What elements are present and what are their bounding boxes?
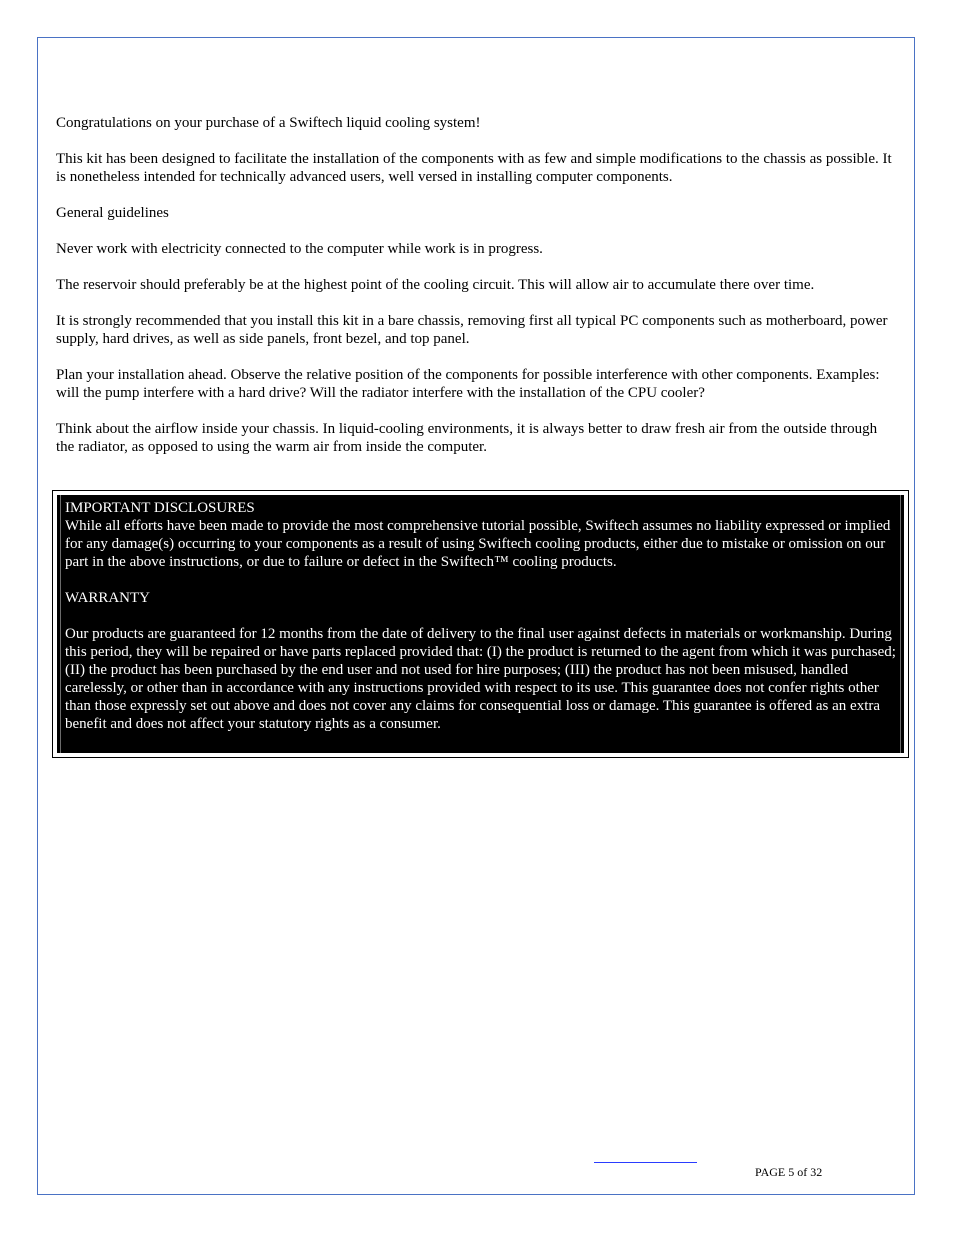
- warranty-text: Our products are guaranteed for 12 months from the date of delivery to the final user against defects in materials or workmanship. During this period, they will be repaired or have parts replaced provided that: (I) the product is returned to the agent from which it was purchased; (II) the product has been purchased by the end user and not used for hire purposes; (III) the product has not been misused, handled carelessly, or other than in accordance with any instructions provided with respect to its use. This guarantee does not confer rights other than those expressly set out above and does not cover any claims for consequential loss or damage. This guarantee is offered as an extra benefit and does not affect your statutory rights as a consumer.: [65, 626, 896, 732]
- guideline-plan-installation: Plan your installation ahead. Observe the relative position of the components for possible interference with other components. Examples: will the pump interfere with a hard drive? Will the radiator interfere with the installation of the CPU cooler?: [56, 367, 880, 401]
- disclosure-box: [52, 490, 909, 758]
- disclosure-panel: [57, 495, 904, 753]
- warranty-heading: WARRANTY: [65, 590, 150, 606]
- footer-link-underline[interactable]: [594, 1162, 697, 1163]
- congratulations-text: Congratulations on your purchase of a Swiftech liquid cooling system!: [56, 115, 481, 131]
- document-body: [56, 114, 896, 474]
- guidelines-heading: General guidelines: [56, 205, 169, 221]
- disclosure-left-rule: [60, 495, 61, 753]
- guideline-electricity: Never work with electricity connected to the computer while work is in progress.: [56, 241, 543, 257]
- disclosure-right-rule: [900, 495, 901, 753]
- disclosures-heading: IMPORTANT DISCLOSURES: [65, 500, 255, 516]
- liability-text: While all efforts have been made to provide the most comprehensive tutorial possible, Swiftech assumes no liability expressed or implied for any damage(s) occurring to your components as a result of using Swiftech cooling products, either due to mistake or omission on our part in the above instructions, or due to failure or defect in the Swiftech™ cooling products.: [65, 518, 891, 570]
- guideline-bare-chassis: It is strongly recommended that you install this kit in a bare chassis, removing first all typical PC components such as motherboard, power supply, hard drives, as well as side panels, front bezel, and top panel.: [56, 313, 888, 347]
- guideline-airflow: Think about the airflow inside your chassis. In liquid-cooling environments, it is always better to draw fresh air from the outside through the radiator, as opposed to using the warm air from inside the computer.: [56, 421, 878, 455]
- kit-description-text: This kit has been designed to facilitate the installation of the components with as few and simple modifications to the chassis as possible. It is nonetheless intended for technically advanced users, well versed in installing computer components.: [56, 151, 892, 185]
- guideline-reservoir: The reservoir should preferably be at the highest point of the cooling circuit. This will allow air to accumulate there over time.: [56, 277, 815, 293]
- page-number: PAGE 5 of 32: [755, 1165, 823, 1179]
